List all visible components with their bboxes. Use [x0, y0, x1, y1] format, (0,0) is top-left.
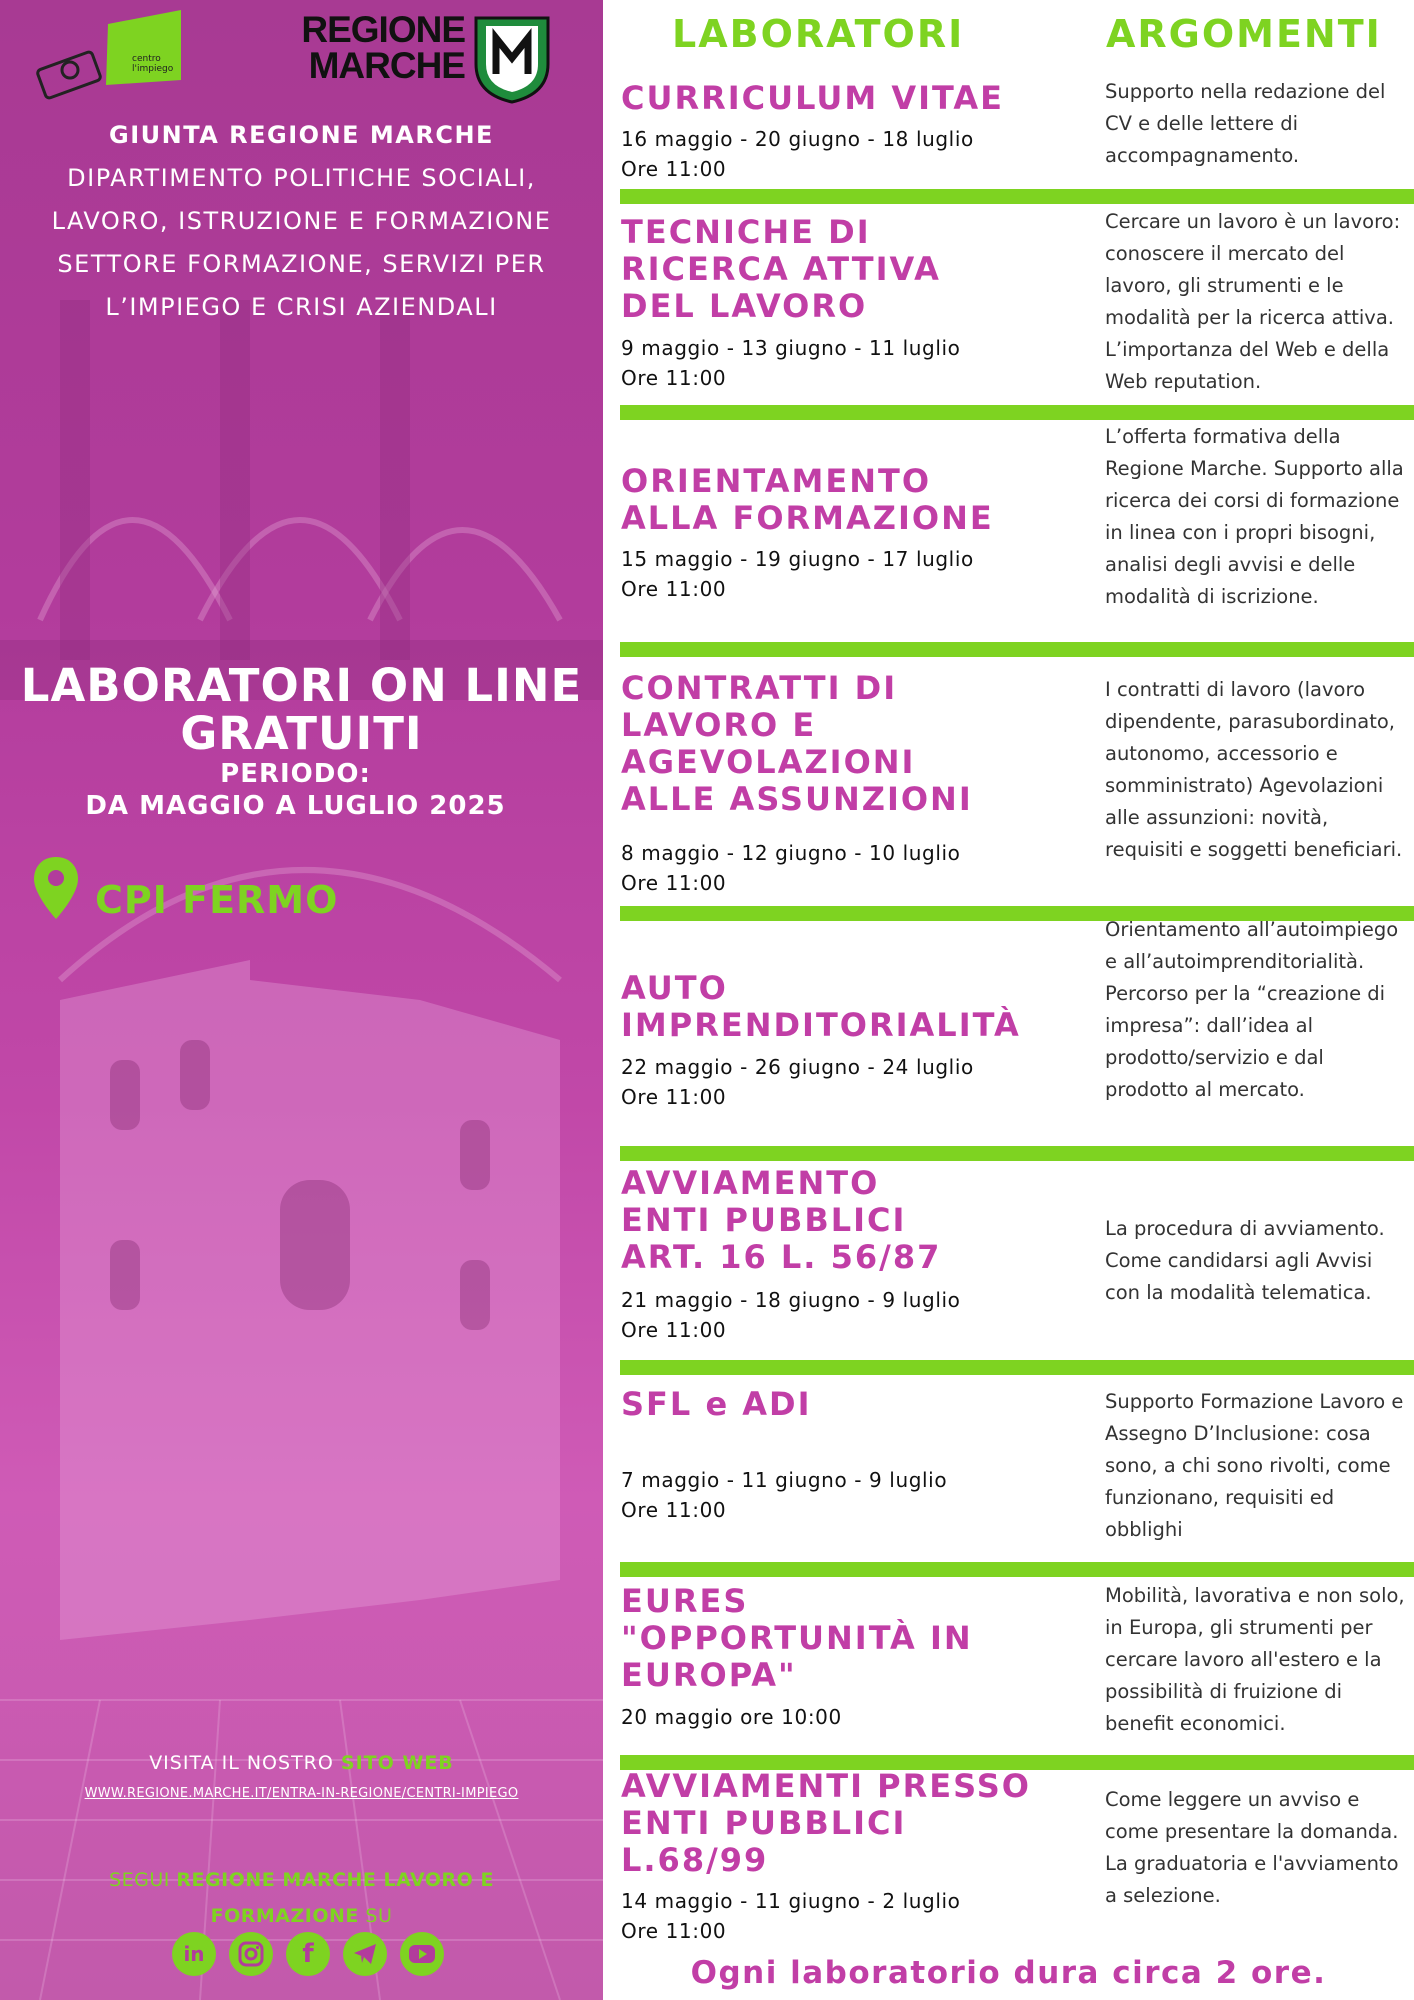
promo-title-line2: GRATUITI [180, 707, 423, 760]
left-panel [0, 0, 603, 2000]
lab-title: TECNICHE DI RICERCA ATTIVA DEL LAVORO [621, 213, 941, 325]
lab-description: Supporto Formazione Lavoro e Assegno D’Inclusione: cosa sono, a chi sono rivolti, come funzionano, requisiti ed obblighi [1105, 1390, 1404, 1541]
telegram-icon[interactable] [343, 1932, 387, 1976]
separator-line [620, 1562, 1414, 1577]
cpi-logo-text: centro l'impiego [132, 54, 174, 74]
lab-dates: 7 maggio - 11 giugno - 9 luglio Ore 11:00 [621, 1468, 948, 1522]
lab-description: Supporto nella redazione del CV e delle lettere di accompagnamento. [1105, 80, 1386, 167]
cpi-logo [36, 10, 181, 100]
visit-website-line [0, 1752, 603, 1774]
lab-description: L’offerta formativa della Regione Marche. Supporto alla ricerca dei corsi di formazione in linea con i propri bisogni, analisi degli avvisi e delle modalità di iscrizione. [1105, 425, 1404, 608]
lab-title: CURRICULUM VITAE [621, 79, 1004, 117]
period-value: DA MAGGIO A LUGLIO 2025 [85, 791, 506, 821]
location-pin-icon [32, 855, 80, 921]
follow-prefix: SEGUI [109, 1869, 177, 1891]
separator-line [620, 189, 1414, 204]
logo-region-line2: MARCHE [308, 45, 465, 86]
lab-title: AVVIAMENTI PRESSO ENTI PUBBLICI L.68/99 [621, 1767, 1031, 1879]
separator-line [620, 1360, 1414, 1375]
location-label: CPI FERMO [95, 878, 339, 922]
column-header-topics: ARGOMENTI [1106, 12, 1382, 56]
logo-region-line1: REGIONE [301, 9, 465, 50]
lab-dates: 9 maggio - 13 giugno - 11 luglio Ore 11:00 [621, 336, 961, 390]
lab-description: Cercare un lavoro è un lavoro: conoscere il mercato del lavoro, gli strumenti e le modalità per la ricerca attiva. L’importanza del Web e della Web reputation. [1105, 210, 1401, 393]
column-header-labs: LABORATORI [672, 12, 965, 56]
lab-dates: 21 maggio - 18 giugno - 9 luglio Ore 11:00 [621, 1288, 961, 1342]
regione-shield-icon [472, 14, 552, 104]
separator-line [620, 642, 1414, 657]
lab-title: AVVIAMENTO ENTI PUBBLICI ART. 16 L. 56/87 [621, 1164, 942, 1276]
follow-suffix: SU [358, 1905, 393, 1927]
website-url-link[interactable]: WWW.REGIONE.MARCHE.IT/ENTRA-IN-REGIONE/CENTRI-IMPIEGO [84, 1786, 519, 1801]
department-line: SETTORE FORMAZIONE, SERVIZI PER [57, 250, 546, 278]
duration-note: Ogni laboratorio dura circa 2 ore. [690, 1955, 1327, 1991]
lab-dates: 16 maggio - 20 giugno - 18 luglio Ore 11:00 [621, 127, 974, 181]
lab-dates: 20 maggio ore 10:00 [621, 1705, 842, 1729]
lab-dates: 14 maggio - 11 giugno - 2 luglio Ore 11:00 [621, 1889, 961, 1943]
linkedin-icon[interactable]: in [172, 1932, 216, 1976]
promo-block [0, 659, 603, 822]
department-block [0, 114, 603, 329]
follow-name-line2: FORMAZIONE [210, 1905, 359, 1927]
regione-marche-logo [300, 9, 560, 102]
follow-us-block [0, 1862, 603, 1934]
lab-description: Mobilità, lavorativa e non solo, in Europa, gli strumenti per cercare lavoro all'estero e la possibilità di fruizione di benefit economici. [1105, 1584, 1405, 1735]
follow-name-line1: REGIONE MARCHE LAVORO E [176, 1869, 494, 1891]
period-label: PERIODO: [220, 759, 371, 789]
lab-title: ORIENTAMENTO ALLA FORMAZIONE [621, 462, 994, 537]
instagram-icon[interactable] [229, 1932, 273, 1976]
department-line: LAVORO, ISTRUZIONE E FORMAZIONE [51, 207, 552, 235]
lab-description: La procedura di avviamento. Come candidarsi agli Avvisi con la modalità telematica. [1105, 1217, 1385, 1304]
separator-line [620, 405, 1414, 420]
visit-prefix: VISITA IL NOSTRO [149, 1752, 341, 1774]
lab-description: Come leggere un avviso e come presentare la domanda. La graduatoria e l'avviamento a selezione. [1105, 1788, 1399, 1907]
lab-title: AUTO IMPRENDITORIALITÀ [621, 969, 1021, 1044]
lab-dates: 8 maggio - 12 giugno - 10 luglio Ore 11:00 [621, 841, 961, 895]
lab-dates: 15 maggio - 19 giugno - 17 luglio Ore 11:00 [621, 547, 974, 601]
promo-title-line1: LABORATORI ON LINE [20, 659, 583, 712]
youtube-icon[interactable] [400, 1932, 444, 1976]
department-line: L’IMPIEGO E CRISI AZIENDALI [105, 293, 498, 321]
separator-line [620, 1146, 1414, 1161]
facebook-icon[interactable]: f [286, 1932, 330, 1976]
lab-description: I contratti di lavoro (lavoro dipendente, parasubordinato, autonomo, accessorio e somministrato) Agevolazioni alle assunzioni: novità, requisiti e soggetti beneficiari. [1105, 678, 1403, 861]
lab-description: Orientamento all’autoimpiego e all’autoimprenditorialità. Percorso per la “creazione di impresa”: dall’idea al prodotto/servizio e dal prodotto al mercato. [1105, 918, 1399, 1101]
lab-title: SFL e ADI [621, 1385, 812, 1423]
department-line: DIPARTIMENTO POLITICHE SOCIALI, [67, 164, 536, 192]
lab-title: EURES "OPPORTUNITÀ IN EUROPA" [621, 1582, 973, 1694]
lab-title: CONTRATTI DI LAVORO E AGEVOLAZIONI ALLE ASSUNZIONI [621, 669, 973, 818]
giunta-line: GIUNTA REGIONE MARCHE [109, 121, 494, 149]
website-link[interactable]: SITO WEB [340, 1752, 454, 1774]
lab-dates: 22 maggio - 26 giugno - 24 luglio Ore 11:00 [621, 1055, 974, 1109]
